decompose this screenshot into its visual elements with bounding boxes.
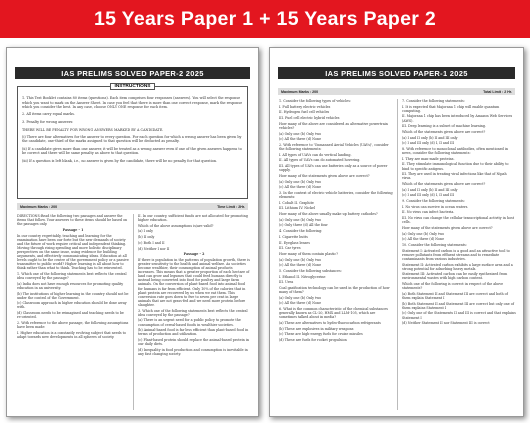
question-text: I. Full battery electric vehicles (279, 104, 331, 109)
paper2-time: Time Limit : 2Hr. (217, 204, 245, 209)
question-text: III. Urea (279, 280, 294, 285)
question-text: (d) Neither I nor II (138, 246, 170, 251)
paper1-marks-bar (278, 88, 515, 95)
question-text: Which of the statements given above are correct? (402, 129, 486, 134)
question-text: 10. Consider the following statements: (402, 243, 467, 247)
question-text: 2. With reference to the above passage, the following assumptions have been made: (17, 320, 129, 329)
paper2-page (6, 47, 259, 417)
question-text: (a) I and II only (b) II and III only (402, 135, 458, 140)
paper2-left-column (17, 214, 129, 410)
question-text: (a) Both Statement II and Statement III are correct and both of them explain Statement I (402, 291, 508, 300)
question-text: (c) All the three (d) None (279, 301, 322, 306)
question-text: II. They stimulate immunological function due to their ability to bind to specific antigens. (402, 162, 509, 171)
question-text: II. All types of UAVs can do automated hovering. (279, 158, 361, 163)
question-text: I. All types of UAVs can do vertical landing. (279, 152, 352, 157)
paper1-right-column (402, 99, 516, 410)
question-text: 6. What is the common characteristic of the chemical substances generally known as CL-20, HMX and LLM-105, which are sometimes talked about in media? (279, 307, 388, 320)
question-text: III. Lithium IV. Nickel (279, 206, 316, 211)
question-text: (c) All the three (d) None (279, 185, 322, 190)
question-text: (b) These are explosives in military weapons (279, 326, 354, 331)
paper1-time: Total Limit : 2 Hr. (483, 89, 512, 94)
question-text: 2. With reference to 'Unmanned Aerial Vehicles (UAVs)', consider the following statements: (279, 142, 389, 151)
question-text: 4. Consider the following: (279, 229, 323, 234)
paper1-page (269, 47, 524, 417)
question-text: III. They are used in treating viral infections like that of Nipah virus. (402, 172, 507, 181)
question-text: Statement III: Activated carbon can be easily synthesized from environmental wastes with high carbon content. (402, 272, 508, 281)
question-text: III. All types of UAVs can use batteries only as a source of power supply. (279, 164, 388, 173)
paper2-max-marks: Maximum Marks : 200 (20, 204, 58, 209)
question-text: 9. Consider the following statements: (402, 199, 465, 204)
question-text: How many of them contain plastic? (279, 251, 338, 256)
question-text: I. Cigarette butts (279, 234, 308, 239)
question-text: (a) Only one (b) Only two (279, 257, 322, 262)
question-text: 5. Consider the following substances: (279, 268, 342, 273)
question-text: I. They are man-made proteins. (402, 156, 455, 161)
paper2-right-column (138, 214, 250, 410)
instruction-item: (ii) If a candidate gives more than one answer, it will be treated as a wrong answer even if one of the given answers happens to be correct and there will be same penalty as above to that question. (22, 146, 242, 156)
question-text: (c) These are high-energy fuels for cruise missiles (279, 332, 363, 337)
question-text: (b) Animal-based food is far less efficient than plant-based food in terms of production and utilization. (138, 328, 249, 337)
question-text: (a) Only one (b) Only two (279, 217, 322, 222)
question-text: How many of the above usually make up battery cathodes? (279, 212, 378, 217)
paper2-marks-bar (17, 203, 248, 210)
question-text: (a) I and II only (b) II and III only (402, 187, 458, 192)
question-text: (d) Classroom needs to be reimagined and teaching needs to be re-oriented. (17, 311, 124, 320)
question-text: (c) Only three (d) All the four (279, 223, 328, 228)
question-text: (c) Only one of the Statements II and III is correct and that explains Statement I (402, 311, 516, 320)
question-text: How many of the statements given above are correct? (279, 173, 370, 178)
question-text: Passage - 1 (62, 227, 84, 232)
question-text: (a) Only one (b) Only two (279, 131, 322, 136)
question-text: 8. With reference to monoclonal antibodies, often mentioned in news, consider the following statements: (402, 147, 509, 156)
question-text: (a) Only one (b) Only two (402, 231, 445, 236)
paper1-max-marks: Maximum Marks : 200 (281, 89, 319, 94)
banner-title: 15 Years Paper 1 + 15 Years Paper 2 (93, 7, 437, 30)
question-text: (a) There is an urgent need for a public policy to promote the consumption of cereal-based foods in wealthier societies. (138, 318, 241, 327)
question-text: (b) Both Statement II and Statement III are correct but only one of them explains Statement I (402, 301, 514, 310)
question-text: I. No virus can survive in ocean waters. (402, 204, 469, 209)
instructions-title: INSTRUCTIONS (110, 83, 156, 90)
question-text: II. Hydrogen fuel cell vehicles (279, 110, 330, 115)
column-divider (133, 214, 134, 410)
question-text: How many of the above are considered as alternative powertrain vehicles? (279, 121, 388, 130)
question-text: (a) Only one (b) Only two (279, 179, 322, 184)
question-text: (a) These are alternatives to hydro-fluorocarbon refrigerants (279, 321, 381, 326)
question-text: III. Car tyres (279, 246, 301, 251)
question-text: III. No virus can change the cellular transcriptional activity in host cells. (402, 216, 515, 225)
question-text: (a) India does not have enough resources for promoting quality education in an university. (17, 281, 124, 290)
question-text: Statement I: Activated carbon is a good and an attractive tool to remove pollutants from effluent streams and to remediate contaminants from various industries. (402, 248, 510, 261)
question-text: 1. Consider the following types of vehicles: (279, 99, 352, 103)
instructions-box (17, 86, 248, 199)
column-divider (397, 99, 398, 410)
instruction-item: 3. Penalty for wrong answers: (22, 119, 74, 124)
question-text: Which of the above assumptions is/are valid? (138, 223, 214, 228)
question-text: 3. In the context of electric vehicle batteries, consider the following elements: (279, 190, 393, 199)
question-text: Which one of the following is correct in respect of the above statements? (402, 282, 504, 291)
question-text: (d) Neither Statement II nor Statement III is correct (402, 321, 490, 326)
question-text: (b) The institutions of higher learning in the country should not be under the control of the Government. (17, 291, 129, 300)
question-text: I. It is expected that Majorana 1 chip will enable quantum computing. (402, 104, 500, 113)
question-text: I. Cobalt II. Graphite (279, 200, 314, 205)
question-text: (b) II only (138, 235, 155, 240)
question-text: II. Eyeglass lenses (279, 240, 310, 245)
question-text: 3. Which one of the following statements best reflects the central idea conveyed by the passage? (138, 308, 248, 317)
question-text: (a) Only one (b) Only two (279, 295, 322, 300)
question-text: Statement II: Activated carbon exhibits a large surface area and a strong potential for adsorbing heavy metals. (402, 262, 513, 271)
question-text: (c) All the three (d) None (279, 137, 322, 142)
paper1-header: IAS PRELIMS SOLVED PAPER-1 2025 (278, 67, 515, 79)
top-banner (0, 0, 530, 38)
paper1-left-column (279, 99, 393, 410)
question-text: (c) All the three (d) None (402, 237, 445, 242)
question-text: (c) I and III only (d) I, II and III (402, 193, 455, 198)
question-text: 1. Which one of the following statements best reflects the central idea conveyed by the passage? (17, 272, 127, 281)
question-text: II. In our country, sufficient funds are not allocated for promoting higher education. (138, 214, 248, 223)
instruction-item: 2. All items carry equal marks. (22, 112, 75, 117)
question-text: I. Higher education is a constantly evolving subject that needs to adapt towards new developments in all spheres of society. (17, 330, 126, 339)
question-text: Passage - 2 (183, 252, 205, 257)
question-text: (d) Inequality in food production and consumption is inevitable in any fast changing society. (138, 347, 248, 356)
question-text: III. Deep learning is a subset of machine learning. (402, 124, 486, 129)
question-text: Coal gasification technology can be used in the production of how many of them? (279, 286, 390, 295)
question-text: II. No virus can infect bacteria. (402, 210, 455, 215)
instruction-item: THERE WILL BE PENALTY FOR WRONG ANSWERS MARKED BY A CANDIDATE. (22, 127, 164, 132)
question-text: (c) I and III only (d) I, II and III (402, 141, 455, 146)
question-text: How many of the statements given above are correct? (402, 225, 493, 230)
question-text: I. Ethanol II. Nitroglycerine (279, 274, 326, 279)
instruction-item: (i) There are four alternatives for the answer to every question. For each question for which a wrong answer has been given by the candidate, one-third of the marks assigned to that question will be deducted as penalty. (22, 135, 242, 144)
instruction-item: (iii) If a question is left blank, i.e., no answer is given by the candidate, there will be no penalty for that question. (22, 158, 218, 163)
question-text: (d) These are fuels for rocket propulsion (279, 338, 347, 343)
question-text: III. Fuel cell electric hybrid vehicles (279, 116, 340, 121)
question-text: (c) Both I and II (138, 240, 165, 245)
question-text: 7. Consider the following statements: (402, 99, 465, 103)
question-text: In our country regrettably, teaching and learning for the examination have been our forte but the new demands of society and the future of work require critical and independent thinking. Moving through rising spending and more holistic disciplinary perspectives on the same issue, using evidence for building arguments, and effectively communicating ideas. Education at all levels ought to be the centre of the government policy or a passive transmitter to public world? Higher learning is all about how to think rather than what to think. Teaching has to be reinvented. (17, 233, 129, 271)
question-text: (c) All the three (d) None (279, 263, 322, 268)
question-text: If there is population in the patterns of population growth, there is greater sensitivity to the health and animal welfare. As societies become wealthier, their consumption of animal products increases. This means that a greater proportion of each hectare of land can grow and legumes that could feed humans directly is instead being converted into food for poultry and large farm animals. On the conversion of plant-based food into animal food for humans is far from efficient. Only 10% of the calories that in plant protein are recovered by us when we eat them. This conversion rate goes down to five to seven per cent in large animals that are not grass-fed and we need more protein before slaughter. (138, 257, 250, 307)
question-text: Which of the statements given above are correct? (402, 182, 486, 187)
question-text: (c) Plant-based protein should replace the animal-based protein in our daily diets. (138, 337, 250, 347)
instruction-item: 1. This Test Booklet contains 80 items (questions). Each item comprises four responses (answers). You will select the response which you want to mark on the Answer Sheet. In case you feel that there is more than one correct response, mark the response which you consider the best. In any case, choose ONLY ONE response for each item. (22, 96, 243, 109)
question-text: (a) I only (138, 229, 153, 234)
instructions-text (22, 93, 243, 196)
question-text: II. Majorana 1 chip has been introduced by Amazon Web Services (AWS). (402, 114, 513, 123)
question-text: (c) Classroom approach in higher education should be done away with. (17, 301, 127, 310)
paper2-header: IAS PRELIMS SOLVED PAPER-2 2025 (15, 67, 250, 79)
question-text: DIRECTIONS:Read the following two passages and answer the items that follow. Your answers to these items should be based on the passages only. (17, 214, 128, 227)
